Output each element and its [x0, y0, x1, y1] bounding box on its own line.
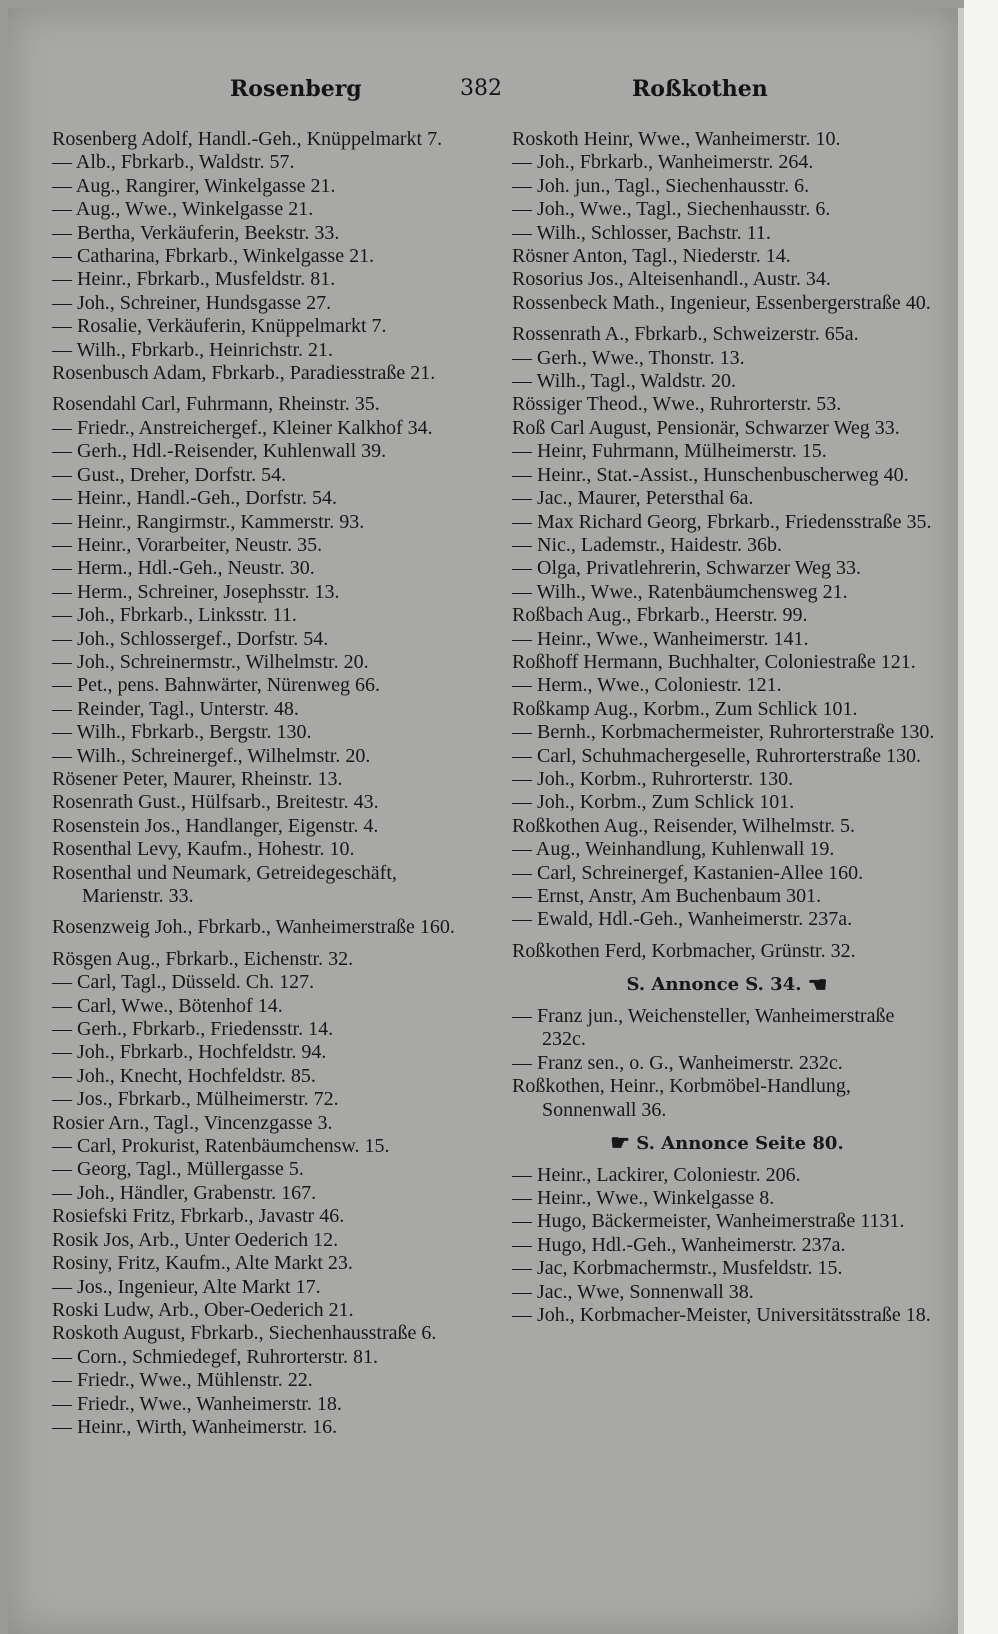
directory-entry: — Aug., Rangirer, Winkelgasse 21. — [52, 174, 336, 197]
directory-entry: — Ewald, Hdl.-Geh., Wanheimerstr. 237a. — [512, 908, 853, 931]
directory-entry: Roski Ludw, Arb., Ober-Oederich 21. — [52, 1298, 354, 1321]
directory-entry: — Joh., Wwe., Tagl., Siechenhausstr. 6. — [512, 198, 831, 221]
right-column-section-c — [512, 1164, 942, 1328]
directory-entry: Rosendahl Carl, Fuhrmann, Rheinstr. 35. — [52, 393, 380, 416]
directory-entry: — Carl, Schuhmachergeselle, Ruhrorterstraße 130. — [512, 744, 921, 767]
directory-entry: — Joh., Händler, Grabenstr. 167. — [52, 1181, 317, 1204]
directory-entry: — Hugo, Bäckermeister, Wanheimerstraße 1131. — [512, 1210, 905, 1233]
directory-entry: — Wilh., Fbrkarb., Bergstr. 130. — [52, 721, 312, 744]
directory-entry: Rosier Arn., Tagl., Vincenzgasse 3. — [52, 1111, 333, 1134]
directory-entry: — Georg, Tagl., Müllergasse 5. — [52, 1158, 304, 1181]
page-number: 382 — [460, 76, 502, 101]
right-column — [512, 128, 942, 1328]
annonce-note-2 — [512, 1132, 942, 1156]
directory-entry: Rösner Anton, Tagl., Niederstr. 14. — [512, 245, 791, 268]
directory-entry: — Rosalie, Verkäuferin, Knüppelmarkt 7. — [52, 315, 387, 338]
pointing-hand-icon: ☚ — [807, 971, 828, 998]
page-margin-strip — [964, 0, 998, 1634]
directory-entry: Rosiny, Fritz, Kaufm., Alte Markt 23. — [52, 1252, 353, 1275]
directory-entry: — Ernst, Anstr, Am Buchenbaum 301. — [512, 885, 822, 907]
directory-entry: — Heinr., Lackirer, Coloniestr. 206. — [512, 1163, 801, 1186]
directory-entry: — Herm., Wwe., Coloniestr. 121. — [512, 674, 782, 697]
left-column — [52, 128, 482, 1439]
pointing-hand-icon: ☛ — [610, 1130, 630, 1157]
directory-entry: Roßkothen Aug., Reisender, Wilhelmstr. 5. — [512, 814, 855, 837]
directory-entry: Rössiger Theod., Wwe., Ruhrorterstr. 53. — [512, 393, 842, 416]
directory-entry: — Carl, Tagl., Düsseld. Ch. 127. — [52, 971, 315, 994]
header-right-word: Roßkothen — [632, 76, 768, 102]
directory-entry: Roßhoff Hermann, Buchhalter, Coloniestraße 121. — [512, 650, 916, 673]
directory-entry: — Franz jun., Weichensteller, Wanheimerstraße 232c. — [512, 1004, 895, 1051]
directory-entry: — Joh., Fbrkarb., Hochfeldstr. 94. — [52, 1041, 327, 1064]
directory-entry: — Carl, Prokurist, Ratenbäumchensw. 15. — [52, 1135, 390, 1158]
directory-entry: — Jac, Korbmachermstr., Musfeldstr. 15. — [512, 1257, 843, 1280]
annonce-text-2: S. Annonce Seite 80. — [636, 1132, 844, 1154]
directory-entry: Roskoth August, Fbrkarb., Siechenhausstraße 6. — [52, 1322, 437, 1345]
directory-page — [8, 8, 964, 1634]
directory-entry: — Franz sen., o. G., Wanheimerstr. 232c. — [512, 1051, 843, 1074]
directory-entry: — Heinr., Wirth, Wanheimerstr. 16. — [52, 1415, 338, 1438]
directory-entry: — Reinder, Tagl., Unterstr. 48. — [52, 697, 299, 720]
directory-entry: — Carl, Wwe., Bötenhof 14. — [52, 994, 283, 1017]
directory-entry: — Jos., Fbrkarb., Mülheimerstr. 72. — [52, 1088, 339, 1111]
directory-entry: Rosenberg Adolf, Handl.-Geh., Knüppelmarkt 7. — [52, 128, 443, 150]
directory-entry: — Joh., Schlossergef., Dorfstr. 54. — [52, 627, 329, 650]
right-column-section-a — [512, 128, 942, 963]
directory-entry: — Wilh., Schreinergef., Wilhelmstr. 20. — [52, 744, 371, 767]
annonce-text-1: S. Annonce S. 34. — [626, 974, 802, 996]
directory-entry: Roß Carl August, Pensionär, Schwarzer Weg 33. — [512, 416, 900, 439]
directory-entry: Rosenstein Jos., Handlanger, Eigenstr. 4. — [52, 814, 379, 837]
directory-entry: — Aug., Wwe., Winkelgasse 21. — [52, 198, 314, 221]
directory-entry: Rosenzweig Joh., Fbrkarb., Wanheimerstraße 160. — [52, 916, 455, 939]
directory-entry: — Herm., Schreiner, Josephsstr. 13. — [52, 580, 340, 603]
right-column-section-b — [512, 1005, 942, 1122]
directory-entry: — Wilh., Wwe., Ratenbäumchensweg 21. — [512, 580, 848, 603]
directory-entry: Rosenrath Gust., Hülfsarb., Breitestr. 43. — [52, 791, 379, 814]
directory-entry: — Gerh., Fbrkarb., Friedensstr. 14. — [52, 1018, 334, 1041]
directory-entry: — Heinr., Stat.-Assist., Hunschenbuscherweg 40. — [512, 463, 909, 486]
directory-entry: — Heinr., Fbrkarb., Musfeldstr. 81. — [52, 268, 336, 291]
directory-entry: — Friedr., Wwe., Mühlenstr. 22. — [52, 1369, 313, 1392]
directory-entry: — Joh., Knecht, Hochfeldstr. 85. — [52, 1064, 316, 1087]
directory-entry: — Friedr., Anstreichergef., Kleiner Kalkhof 34. — [52, 416, 433, 439]
directory-entry: — Gerh., Wwe., Thonstr. 13. — [512, 346, 745, 369]
directory-entry: — Joh., Fbrkarb., Linksstr. 11. — [52, 604, 297, 627]
directory-entry: — Aug., Weinhandlung, Kuhlenwall 19. — [512, 838, 835, 861]
directory-entry: — Heinr., Wwe., Winkelgasse 8. — [512, 1187, 775, 1210]
directory-entry: — Heinr., Handl.-Geh., Dorfstr. 54. — [52, 487, 337, 510]
directory-entry: — Joh., Schreiner, Hundsgasse 27. — [52, 291, 332, 314]
directory-entry: Rossenrath A., Fbrkarb., Schweizerstr. 65a. — [512, 323, 859, 346]
directory-entry: Roßkothen, Heinr., Korbmöbel-Handlung, Sonnenwall 36. — [512, 1075, 851, 1121]
directory-entry: — Jac., Wwe, Sonnenwall 38. — [512, 1280, 754, 1303]
directory-entry: — Bertha, Verkäuferin, Beekstr. 33. — [52, 221, 340, 244]
header-left-word: Rosenberg — [230, 76, 362, 102]
directory-entry: — Joh. jun., Tagl., Siechenhausstr. 6. — [512, 174, 810, 197]
directory-entry: — Carl, Schreinergef, Kastanien-Allee 160. — [512, 861, 864, 884]
directory-entry: — Pet., pens. Bahnwärter, Nürenweg 66. — [52, 674, 381, 697]
directory-entry: Roskoth Heinr, Wwe., Wanheimerstr. 10. — [512, 128, 841, 150]
directory-entry: — Joh., Korbm., Ruhrorterstr. 130. — [512, 767, 794, 790]
directory-entry: Rossenbeck Math., Ingenieur, Essenbergerstraße 40. — [512, 291, 931, 314]
directory-entry: — Herm., Hdl.-Geh., Neustr. 30. — [52, 557, 315, 580]
directory-entry: — Gerh., Hdl.-Reisender, Kuhlenwall 39. — [52, 440, 387, 463]
directory-entry: Roßkamp Aug., Korbm., Zum Schlick 101. — [512, 697, 858, 720]
directory-entry: — Hugo, Hdl.-Geh., Wanheimerstr. 237a. — [512, 1233, 846, 1256]
directory-entry: Rosenbusch Adam, Fbrkarb., Paradiesstraße 21. — [52, 362, 436, 385]
directory-entry: — Gust., Dreher, Dorfstr. 54. — [52, 463, 287, 486]
directory-entry: — Joh., Schreinermstr., Wilhelmstr. 20. — [52, 650, 369, 673]
directory-entry: — Wilh., Schlosser, Bachstr. 11. — [512, 221, 771, 244]
directory-entry: — Catharina, Fbrkarb., Winkelgasse 21. — [52, 245, 375, 268]
directory-entry: Rosik Jos, Arb., Unter Oederich 12. — [52, 1228, 339, 1251]
page-header — [8, 76, 958, 110]
directory-entry: Rösgen Aug., Fbrkarb., Eichenstr. 32. — [52, 947, 354, 970]
directory-entry: — Joh., Korbm., Zum Schlick 101. — [512, 791, 795, 814]
directory-entry: Rosiefski Fritz, Fbrkarb., Javastr 46. — [52, 1205, 345, 1228]
directory-entry: — Corn., Schmiedegef, Ruhrorterstr. 81. — [52, 1345, 379, 1368]
directory-entry: — Heinr., Vorarbeiter, Neustr. 35. — [52, 533, 323, 556]
directory-entry: Roßbach Aug., Fbrkarb., Heerstr. 99. — [512, 604, 808, 627]
directory-entry: — Jac., Maurer, Petersthal 6a. — [512, 487, 754, 510]
directory-entry: Rösener Peter, Maurer, Rheinstr. 13. — [52, 767, 343, 790]
directory-entry: Rosenthal und Neumark, Getreidegeschäft, Marienstr. 33. — [52, 861, 397, 907]
directory-entry: Rosenthal Levy, Kaufm., Hohestr. 10. — [52, 838, 355, 861]
directory-entry: — Joh., Fbrkarb., Wanheimerstr. 264. — [512, 151, 814, 174]
directory-entry: — Alb., Fbrkarb., Waldstr. 57. — [52, 151, 295, 174]
directory-entry: — Friedr., Wwe., Wanheimerstr. 18. — [52, 1392, 342, 1415]
directory-entry: — Heinr., Rangirmstr., Kammerstr. 93. — [52, 510, 365, 533]
directory-entry: — Bernh., Korbmachermeister, Ruhrorterstraße 130. — [512, 721, 935, 744]
directory-entry: Rosorius Jos., Alteisenhandl., Austr. 34. — [512, 268, 831, 291]
directory-entry: — Jos., Ingenieur, Alte Markt 17. — [52, 1275, 321, 1298]
directory-entry: — Joh., Korbmacher-Meister, Universitätsstraße 18. — [512, 1304, 931, 1327]
directory-entry: — Olga, Privatlehrerin, Schwarzer Weg 33. — [512, 557, 862, 580]
annonce-note-1 — [512, 973, 942, 997]
directory-entry: Roßkothen Ferd, Korbmacher, Grünstr. 32. — [512, 939, 856, 962]
directory-entry: — Nic., Lademstr., Haidestr. 36b. — [512, 533, 782, 556]
directory-entry: — Max Richard Georg, Fbrkarb., Friedensstraße 35. — [512, 510, 932, 533]
directory-entry: — Wilh., Fbrkarb., Heinrichstr. 21. — [52, 338, 334, 361]
directory-entry: — Wilh., Tagl., Waldstr. 20. — [512, 370, 736, 393]
directory-entry: — Heinr, Fuhrmann, Mülheimerstr. 15. — [512, 440, 827, 463]
directory-entry: — Heinr., Wwe., Wanheimerstr. 141. — [512, 627, 809, 650]
